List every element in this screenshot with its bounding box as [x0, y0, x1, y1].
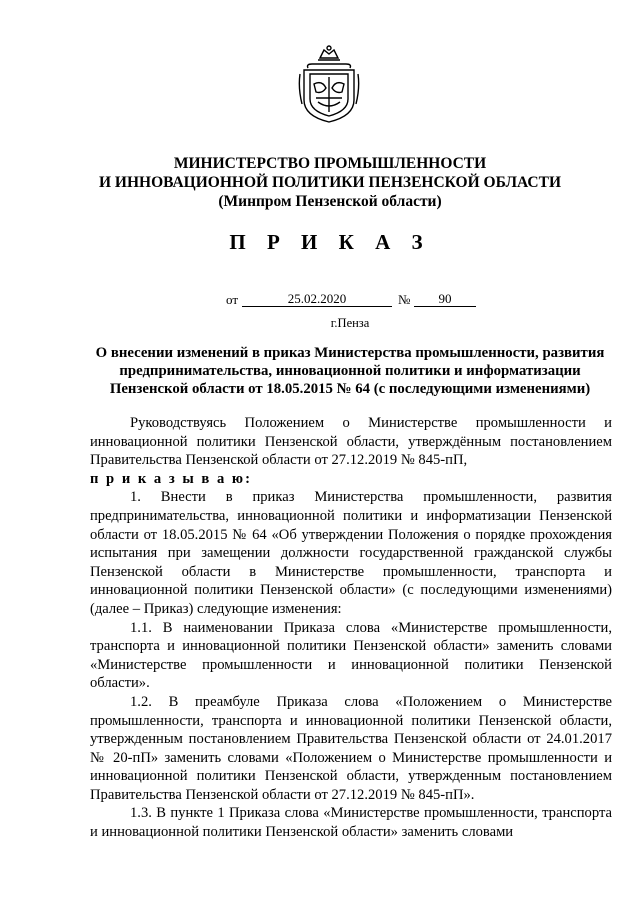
paragraph-1: 1. Внести в приказ Министерства промышленности, развития предпринимательства, инновационной политики и информатизации Пензенской области от 18.05.2015 № 64 «Об утверждении Положения о порядке прохождения испытания при замещении должности государственной гражданской службы Пензенской области в Министерстве промышленности, транспорта и инновационной политики Пензенской области» (с последующими изменениями) (далее – Приказ) следующие изменения: [90, 489, 612, 617]
order-word: п р и к а з ы в а ю: [90, 470, 252, 487]
document-number: 90 [414, 292, 476, 307]
document-body [90, 414, 612, 842]
ministry-short-name: (Минпром Пензенской области) [218, 193, 442, 210]
document-subject [86, 344, 614, 398]
city-label: г.Пенза [330, 316, 370, 330]
ministry-name-line1: МИНИСТЕРСТВО ПРОМЫШЛЕННОСТИ [173, 155, 487, 172]
ministry-header [60, 154, 600, 211]
paragraph-1-1: 1.1. В наименовании Приказа слова «Министерстве промышленности, транспорта и инновационной политики Пензенской области» заменить словами «Министерстве промышленности и инновационной политики Пензенской области». [90, 619, 612, 692]
subject-line1: О внесении изменений в приказ Министерства промышленности, развития [95, 345, 605, 361]
paragraph-1-2: 1.2. В преамбуле Приказа слова «Положением о Министерстве промышленности, транспорта и инновационной политики Пензенской области, утвержденным постановлением Правительства Пензенской области от 24.01.2017 № 20-пП» заменить словами «Положением о Министерстве промышленности и инновационной политики Пензенской области, утвержденным постановлением Правительства Пензенской области от 27.12.2019 № 845-пП». [90, 693, 612, 803]
document-date: 25.02.2020 [242, 292, 392, 307]
paragraph-1-3: 1.3. В пункте 1 Приказа слова «Министерстве промышленности, транспорта и инновационной политики Пензенской области» заменить словами [90, 805, 612, 841]
subject-line2: предпринимательства, инновационной политики и информатизации [119, 363, 581, 379]
number-prefix: № [398, 292, 411, 307]
date-prefix: от [226, 292, 239, 307]
ministry-name-line2: И ИННОВАЦИОННОЙ ПОЛИТИКИ ПЕНЗЕНСКОЙ ОБЛАСТИ [98, 174, 562, 191]
coat-of-arms-emblem [298, 44, 360, 124]
subject-line3: Пензенской области от 18.05.2015 № 64 (с последующими изменениями) [109, 381, 591, 397]
intro-paragraph: Руководствуясь Положением о Министерстве промышленности и инновационной политики Пензенской области, утверждённым постановлением Правительства Пензенской области от 27.12.2019 № 845-пП, [90, 415, 612, 469]
document-type-title: П Р И К А З [229, 230, 431, 254]
